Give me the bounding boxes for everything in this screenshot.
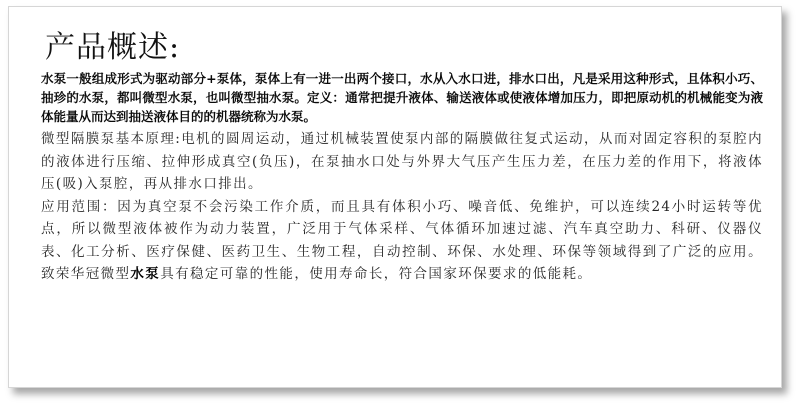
highlight-pump: 水泵	[130, 266, 161, 282]
application-text-after: 具有稳定可靠的性能，使用寿命长，符合国家环保要求的低能耗。	[160, 266, 593, 282]
principle-paragraph: 微型隔膜泵基本原理:电机的圆周运动，通过机械装置使泵内部的隔膜做往复式运动，从而对固定容积的泵腔内的液体进行压缩、拉伸形成真空(负压)，在泵抽水口处与外界大气压产生压力差，在压力差的作用下，将液体压(吸)入泵腔，再从排水口排出。	[41, 131, 763, 192]
product-overview-card	[8, 6, 782, 388]
application-paragraph	[41, 196, 763, 286]
page-title: 产品概述:	[45, 30, 181, 65]
application-text-before: 应用范围：因为真空泵不会污染工作介质，而且具有体积小巧、噪音低、免维护，可以连续24小时运转等优点，所以微型液体被作为动力装置，广泛用于气体采样、气体循环加速过滤、汽车真空助力、科研、仪器仪表、化工分析、医疗保健、医药卫生、生物工程，自动控制、环保、水处理、环保等领域得到了广泛的应用。致荣华冠微型	[41, 198, 763, 282]
intro-paragraph: 水泵一般组成形式为驱动部分+泵体，泵体上有一进一出两个接口，水从入水口进，排水口出，凡是采用这种形式，且体积小巧、抽珍的水泵，都叫微型水泵，也叫微型抽水泵。定义：通常把提升液体、输送液体或使液体增加压力，即把原动机的机械能变为液体能量从而达到抽送液体目的的机器统称为水泵。	[41, 71, 763, 124]
